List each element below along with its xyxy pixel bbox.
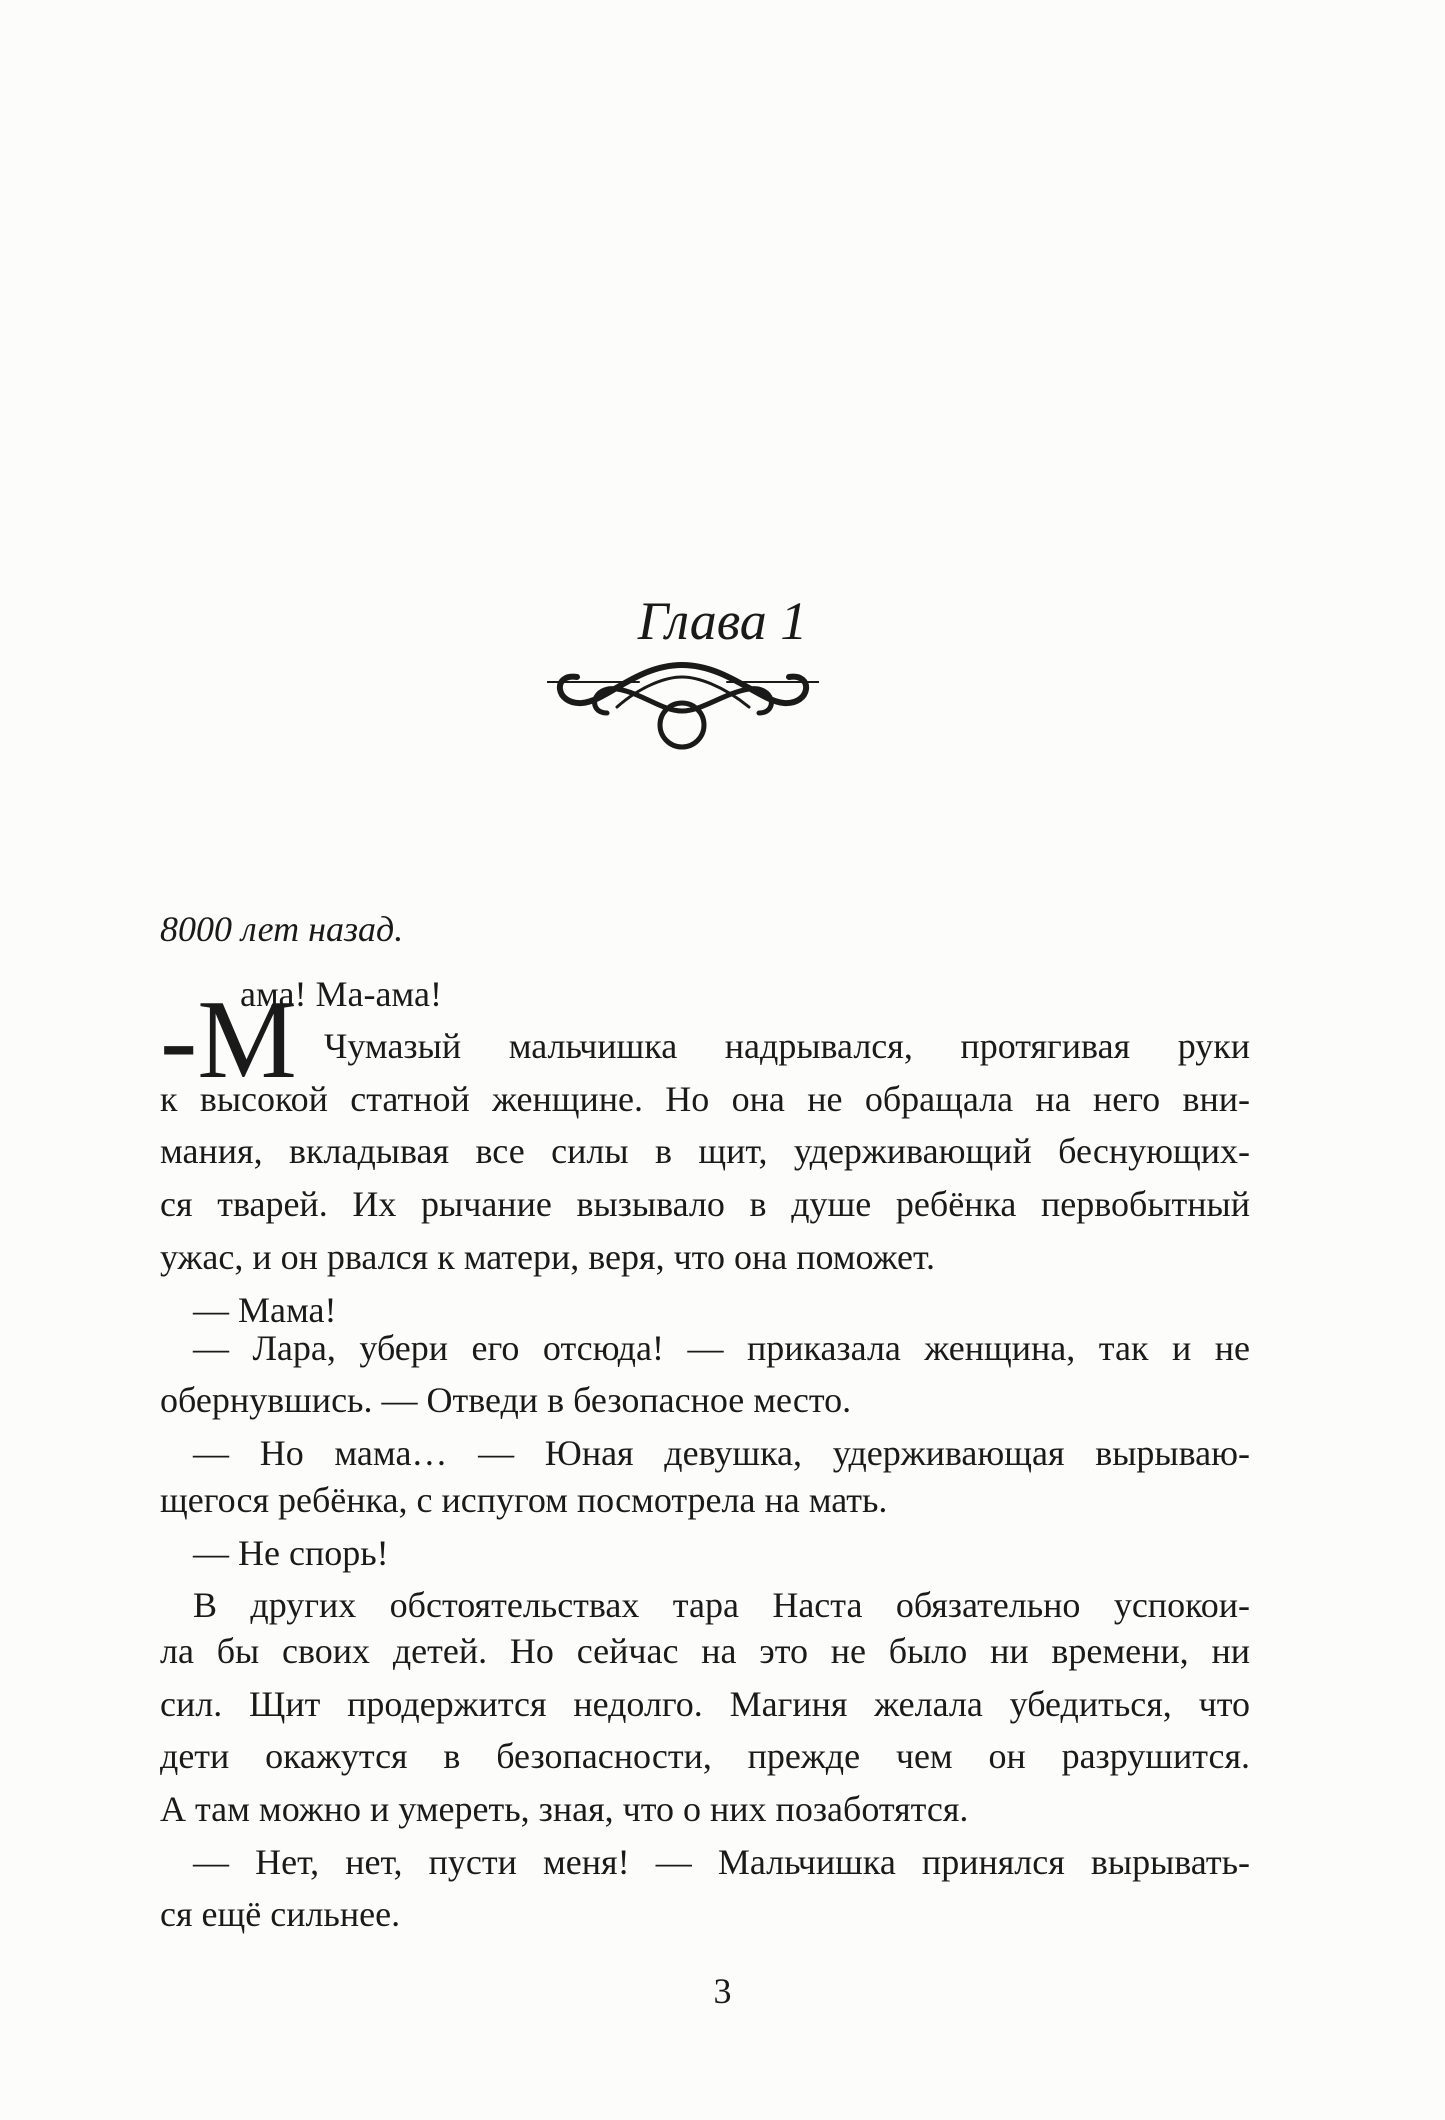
text-line: — Мама! xyxy=(193,1290,337,1330)
chapter-title: Глава 1 xyxy=(637,591,808,651)
drop-cap: -М xyxy=(160,978,297,1102)
text-line: щегося ребёнка, с испугом посмотрела на мать. xyxy=(160,1480,888,1520)
text-line: к высокой статной женщине. Но она не обращала на него вни- xyxy=(160,1079,1250,1119)
text-line: дети окажутся в безопасности, прежде чем он разрушится. xyxy=(160,1736,1250,1776)
text-line: — Лара, убери его отсюда! — приказала женщина, так и не xyxy=(193,1328,1250,1368)
text-line: сил. Щит продержится недолго. Магиня желала убедиться, что xyxy=(160,1684,1250,1724)
ornament-flourish-icon xyxy=(547,655,819,755)
text-line: ужас, и он рвался к матери, веря, что она поможет. xyxy=(160,1237,936,1277)
text-line: ся тварей. Их рычание вызывало в душе ребёнка первобытный xyxy=(160,1184,1250,1224)
epigraph: 8000 лет назад. xyxy=(160,909,404,949)
text-line: ся ещё сильнее. xyxy=(160,1894,401,1934)
text-line: — Но мама… — Юная девушка, удерживающая вырываю- xyxy=(193,1433,1250,1473)
text-line: А там можно и умереть, зная, что о них позаботятся. xyxy=(160,1789,969,1829)
page-number: 3 xyxy=(713,1971,732,2011)
text-line: ама! Ма-ама! xyxy=(240,974,442,1014)
text-line: мания, вкладывая все силы в щит, удерживающий беснующих- xyxy=(160,1131,1250,1171)
text-line: ла бы своих детей. Но сейчас на это не было ни времени, ни xyxy=(160,1631,1250,1671)
text-line: Чумазый мальчишка надрывался, протягивая руки xyxy=(324,1026,1250,1066)
text-line: — Нет, нет, пусти меня! — Мальчишка принялся вырывать- xyxy=(193,1842,1250,1882)
text-line: — Не спорь! xyxy=(193,1533,389,1573)
text-line: обернувшись. — Отведи в безопасное место. xyxy=(160,1380,852,1420)
text-line: В других обстоятельствах тара Наста обязательно успокои- xyxy=(193,1585,1250,1625)
